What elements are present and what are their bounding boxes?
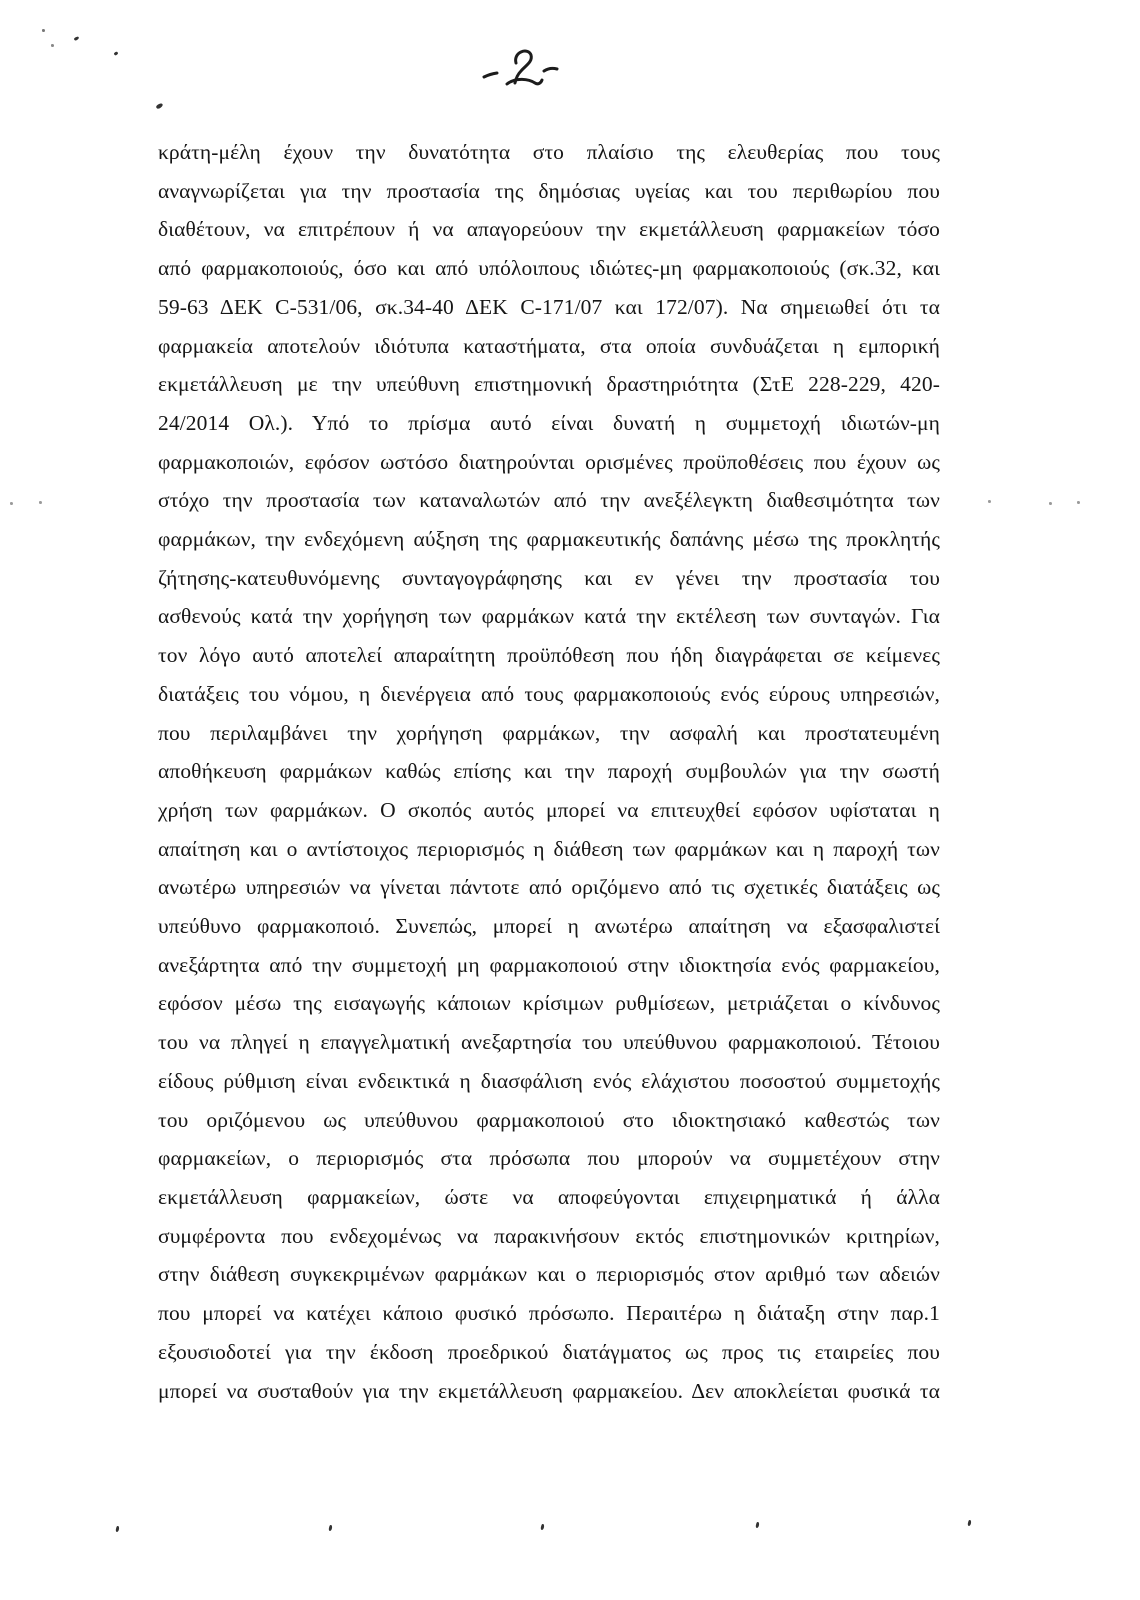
text-line: εξουσιοδοτεί για την έκδοση προεδρικού διατάγματος ως προς τις εταιρείες που bbox=[158, 1339, 940, 1364]
text-line: φαρμακείων, ο περιορισμός στα πρόσωπα που μπορούν να συμμετέχουν στην bbox=[158, 1146, 940, 1171]
scan-speck bbox=[967, 1520, 971, 1527]
text-line: στόχο την προστασία των καταναλωτών από την ανεξέλεγκτη διαθεσιμότητα των bbox=[158, 488, 940, 513]
text-line: εκμετάλλευση φαρμακείων, ώστε να αποφεύγονται επιχειρηματικά ή άλλα bbox=[158, 1184, 940, 1209]
scan-speck bbox=[540, 1524, 544, 1531]
text-line: στην διάθεση συγκεκριμένων φαρμάκων και ο περιορισμός στον αριθμό των αδειών bbox=[158, 1262, 940, 1287]
scan-speck bbox=[155, 102, 163, 109]
text-line: τον λόγο αυτό αποτελεί απαραίτητη προϋπόθεση που ήδη διαγράφεται σε κείμενες bbox=[158, 643, 940, 668]
page-number bbox=[478, 40, 568, 100]
text-line: ζήτησης-κατευθυνόμενης συνταγογράφησης και εν γένει την προστασία του bbox=[158, 565, 940, 590]
scan-speck bbox=[755, 1522, 759, 1529]
text-line: που περιλαμβάνει την χορήγηση φαρμάκων, την ασφαλή και προστατευμένη bbox=[158, 720, 940, 745]
text-line: του οριζόμενου ως υπεύθυνου φαρμακοποιού στο ιδιοκτησιακό καθεστώς των bbox=[158, 1107, 940, 1132]
scan-speck bbox=[10, 502, 13, 505]
text-line: του να πληγεί η επαγγελματική ανεξαρτησία του υπεύθυνου φαρμακοποιού. Τέτοιου bbox=[158, 1030, 940, 1055]
text-line: φαρμακοποιών, εφόσον ωστόσο διατηρούνται ορισμένες προϋποθέσεις που έχουν ως bbox=[158, 449, 940, 474]
text-line: ασθενούς κατά την χορήγηση των φαρμάκων κατά την εκτέλεση των συνταγών. Για bbox=[158, 604, 940, 629]
text-line: εφόσον μέσω της εισαγωγής κάποιων κρίσιμων ρυθμίσεων, μετριάζεται ο κίνδυνος bbox=[158, 991, 940, 1016]
text-line: συμφέροντα που ενδεχομένως να παρακινήσουν εκτός επιστημονικών κριτηρίων, bbox=[158, 1223, 940, 1248]
scan-speck bbox=[988, 500, 991, 503]
text-line: κράτη-μέλη έχουν την δυνατότητα στο πλαίσιο της ελευθερίας που τους bbox=[158, 140, 940, 164]
text-line: αποθήκευση φαρμάκων καθώς επίσης και την παροχή συμβουλών για την σωστή bbox=[158, 759, 940, 784]
text-line: διατάξεις του νόμου, η διενέργεια από τους φαρμακοποιούς ενός εύρους υπηρεσιών, bbox=[158, 681, 940, 706]
text-line: διαθέτουν, να επιτρέπουν ή να απαγορεύουν την εκμετάλλευση φαρμακείων τόσο bbox=[158, 217, 940, 242]
text-line: από φαρμακοποιούς, όσο και από υπόλοιπους ιδιώτες-μη φαρμακοποιούς (σκ.32, και bbox=[158, 256, 940, 281]
text-line: μπορεί να συσταθούν για την εκμετάλλευση φαρμακείου. Δεν αποκλείεται φυσικά τα bbox=[158, 1378, 940, 1403]
text-line: ανωτέρω υπηρεσιών να γίνεται πάντοτε από οριζόμενο από τις σχετικές διατάξεις ως bbox=[158, 875, 940, 900]
scan-speck bbox=[115, 1526, 119, 1533]
scan-speck bbox=[1049, 502, 1052, 505]
body-text bbox=[158, 133, 940, 1410]
text-line: φαρμακεία αποτελούν ιδιότυπα καταστήματα, στα οποία συνδυάζεται η εμπορική bbox=[158, 333, 940, 358]
scan-speck bbox=[114, 51, 119, 56]
scan-speck bbox=[39, 501, 42, 504]
text-line: απαίτηση και ο αντίστοιχος περιορισμός η διάθεση των φαρμάκων και η παροχή των bbox=[158, 836, 940, 861]
handwritten-page-number-glyph bbox=[478, 40, 568, 100]
text-line: που μπορεί να κατέχει κάποιο φυσικό πρόσωπο. Περαιτέρω η διάταξη στην παρ.1 bbox=[158, 1301, 940, 1326]
scan-speck bbox=[1077, 501, 1080, 504]
text-line: φαρμάκων, την ενδεχόμενη αύξηση της φαρμακευτικής δαπάνης μέσω της προκλητής bbox=[158, 527, 940, 552]
text-line: χρήση των φαρμάκων. Ο σκοπός αυτός μπορεί να επιτευχθεί εφόσον υφίσταται η bbox=[158, 797, 940, 822]
text-line: υπεύθυνο φαρμακοποιό. Συνεπώς, μπορεί η ανωτέρω απαίτηση να εξασφαλιστεί bbox=[158, 914, 940, 939]
text-line: αναγνωρίζεται για την προστασία της δημόσιας υγείας και του περιθωρίου που bbox=[158, 178, 940, 203]
text-line: είδους ρύθμιση είναι ενδεικτικά η διασφάλιση ενός ελάχιστου ποσοστού συμμετοχής bbox=[158, 1068, 940, 1093]
scan-speck bbox=[328, 1525, 332, 1532]
text-line: ανεξάρτητα από την συμμετοχή μη φαρμακοποιού στην ιδιοκτησία ενός φαρμακείου, bbox=[158, 952, 940, 977]
text-line: 59-63 ΔΕΚ C-531/06, σκ.34-40 ΔΕΚ C-171/07 και 172/07). Να σημειωθεί ότι τα bbox=[158, 294, 940, 319]
scan-speck bbox=[51, 44, 54, 47]
scan-speck bbox=[42, 29, 45, 32]
text-line: εκμετάλλευση με την υπεύθυνη επιστημονική δραστηριότητα (ΣτΕ 228-229, 420- bbox=[158, 372, 940, 397]
scan-speck bbox=[74, 36, 80, 41]
text-line: 24/2014 Ολ.). Υπό το πρίσμα αυτό είναι δυνατή η συμμετοχή ιδιωτών-μη bbox=[158, 410, 940, 435]
